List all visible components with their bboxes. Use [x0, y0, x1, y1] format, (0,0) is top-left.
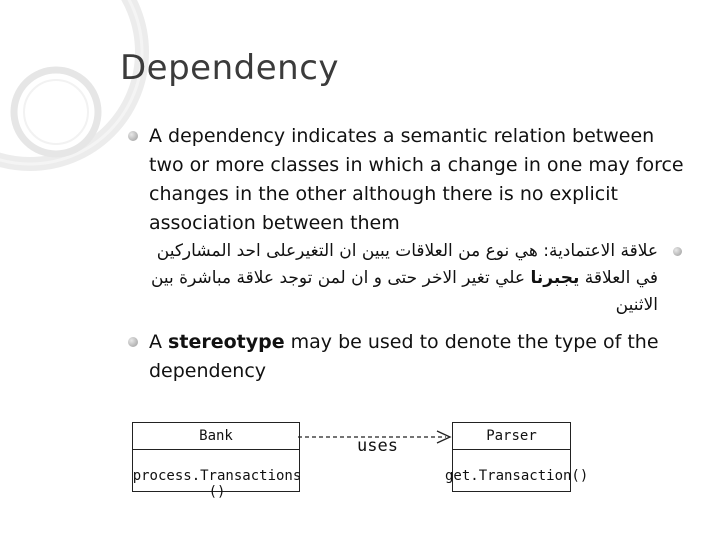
stereotype-after-text: may be used to denote the type of the dependency	[149, 331, 659, 382]
stereotype-bold-text: stereotype	[168, 331, 285, 353]
arabic-lead-text: علاقة الاعتمادية: هي نوع من العلاقات يبين ان التغيرعلى احد المشاركين في العلاقة	[156, 241, 658, 288]
bullet-dependency-text: A dependency indicates a semantic relation between two or more classes in which a change in one may force changes in the other although there is no explicit association between them	[149, 125, 684, 234]
arabic-tail-text: علي تغير الاخر حتى و ان لمن توجد علاقة مباشرة بين الاثنين	[150, 268, 658, 315]
class-operation-parser: get.Transaction()	[445, 468, 589, 484]
arabic-bold-text: يجبرنا	[530, 268, 580, 288]
class-operation-bank: process.Transactions ()	[132, 468, 302, 500]
class-name-bank: Bank	[199, 428, 233, 444]
class-name-parser: Parser	[486, 428, 537, 444]
stereotype-before-text: A	[149, 331, 169, 353]
slide-title: Dependency	[120, 48, 340, 88]
relationship-label: uses	[357, 436, 398, 456]
